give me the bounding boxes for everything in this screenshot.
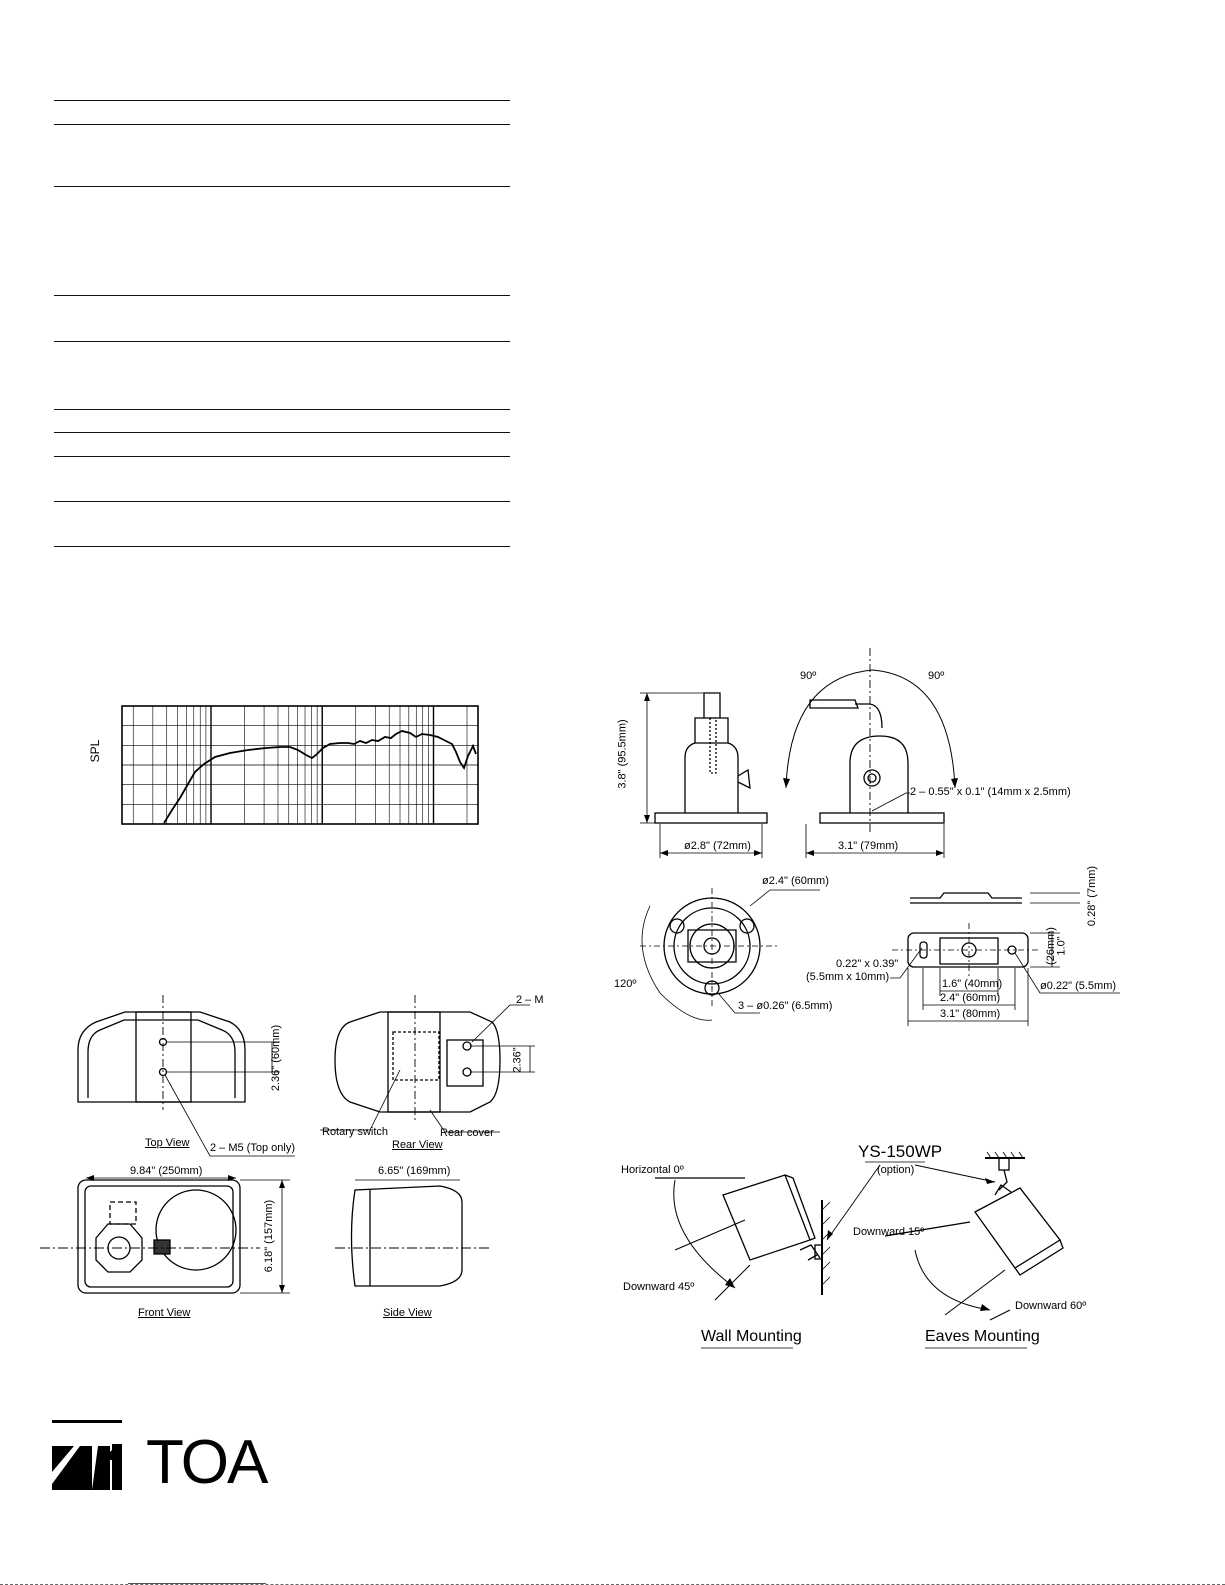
rear-view-label: Rear View bbox=[392, 1139, 443, 1151]
plate-height-mm: (26mm) bbox=[1044, 927, 1057, 965]
bottom-link-underline bbox=[128, 1583, 266, 1584]
slot-hole-label: 0.22" x 0.39" bbox=[836, 958, 899, 970]
option-label: (option) bbox=[877, 1164, 915, 1176]
spacing-dim-1: 1.6" (40mm) bbox=[942, 978, 1003, 990]
spec-rule bbox=[54, 295, 510, 296]
screw-rear-callout: 2 – M bbox=[516, 994, 544, 1006]
side-view-label: Side View bbox=[383, 1307, 432, 1319]
spec-rule bbox=[54, 186, 510, 187]
downward-15-label: Downward 15º bbox=[853, 1226, 925, 1238]
holes-angle-label: 120º bbox=[614, 978, 637, 990]
toa-logo-mark bbox=[52, 1420, 132, 1500]
frequency-response-chart bbox=[80, 700, 500, 830]
height-dim: 6.18" (157mm) bbox=[263, 1199, 276, 1273]
wall-mounting-label: Wall Mounting bbox=[701, 1328, 802, 1345]
spec-rule bbox=[54, 124, 510, 125]
downward-60-label: Downward 60º bbox=[1015, 1300, 1087, 1312]
horizontal-label: Horizontal 0º bbox=[621, 1164, 684, 1176]
spec-rule bbox=[54, 546, 510, 547]
spec-rule bbox=[54, 501, 510, 502]
spec-rule bbox=[54, 432, 510, 433]
screw-top-callout: 2 – M5 (Top only) bbox=[210, 1142, 295, 1154]
spec-rule bbox=[54, 341, 510, 342]
top-view-label: Top View bbox=[145, 1137, 190, 1149]
rotary-switch-callout: Rotary switch bbox=[322, 1126, 389, 1138]
chart-plot bbox=[80, 700, 500, 830]
chart-ylabel: SPL bbox=[88, 739, 102, 763]
spec-rule bbox=[54, 100, 510, 101]
width-dim: 9.84" (250mm) bbox=[130, 1165, 203, 1177]
spacing-dim-3: 3.1" (80mm) bbox=[940, 1008, 1001, 1020]
base-diameter-dim: ø2.8" (72mm) bbox=[684, 840, 751, 852]
base-width-dim: 3.1" (79mm) bbox=[838, 840, 899, 852]
spacing-dim-2: 2.4" (60mm) bbox=[940, 992, 1001, 1004]
thickness-dim: 0.28" (7mm) bbox=[1086, 865, 1099, 927]
speaker-dimension-drawing bbox=[0, 990, 560, 1330]
slot-hole-mm-label: (5.5mm x 10mm) bbox=[806, 971, 890, 983]
angle-right-label: 90º bbox=[928, 670, 945, 682]
spec-rule bbox=[54, 456, 510, 457]
spec-rule bbox=[54, 409, 510, 410]
angle-left-label: 90º bbox=[800, 670, 817, 682]
model-name: YS-150WP bbox=[858, 1142, 943, 1161]
hole-diameter-dim: ø0.22" (5.5mm) bbox=[1040, 980, 1117, 992]
slot-spec-label: 2 – 0.55" x 0.1" (14mm x 2.5mm) bbox=[910, 786, 1071, 798]
rear-cover-callout: Rear cover bbox=[440, 1127, 494, 1139]
bracket-dimension-drawing bbox=[610, 648, 1140, 1038]
eaves-mounting-label: Eaves Mounting bbox=[925, 1328, 1040, 1345]
mounting-angle-drawing bbox=[615, 1140, 1115, 1365]
front-view-label: Front View bbox=[138, 1307, 191, 1319]
rear-spacing-dim: 2.36" bbox=[511, 1047, 524, 1073]
plate-height-inch: 1.0" bbox=[1055, 936, 1068, 956]
downward-45-label: Downward 45º bbox=[623, 1281, 695, 1293]
plate-diameter-dim: ø2.4" (60mm) bbox=[762, 875, 829, 887]
bracket-height-dim: 3.8" (95.5mm) bbox=[616, 719, 629, 789]
mounting-drawing-svg bbox=[615, 1140, 1115, 1365]
top-spacing-dim: 2.36" (60mm) bbox=[270, 1024, 283, 1092]
logo-text: TOA bbox=[146, 1428, 267, 1497]
toa-logo bbox=[52, 1420, 292, 1500]
depth-dim: 6.65" (169mm) bbox=[378, 1165, 451, 1177]
holes-spec-label: 3 – ø0.26" (6.5mm) bbox=[738, 1000, 833, 1012]
